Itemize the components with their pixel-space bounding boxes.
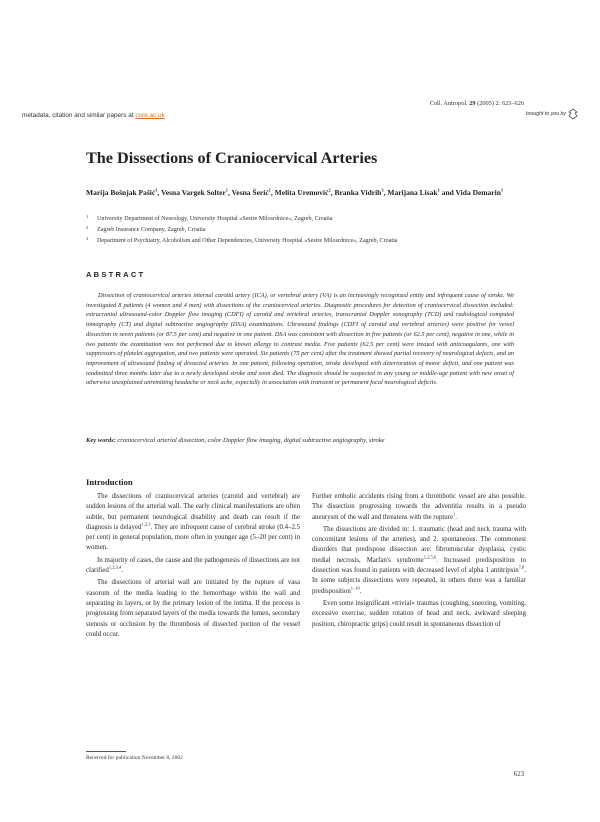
core-logo-icon [568,108,578,120]
body-column-right [312,492,526,632]
brought-by-text: brought to you by [525,111,566,117]
paragraph: The dissections of craniocervical arteries (carotid and vertebral) are sudden lesions of the arterial wall. The early clinical manifestations are often subtle, but permanent neurological disability and death can result if the diagnosis is delayed$^{1,2,3}$. They are infrequent cause of cerebral stroke (0.4–2.5 per cent) in general population, more often in younger age (5–20 per cent) in women. [86,493,301,552]
body-column-left [86,492,300,642]
author-list: Marija Bošnjak Pašić$^1$, Vesna Vargek Solter$^1$, Vesna Šerić$^1$, Melita Uremović$^2$, Branka Vidrih$^3$, Marijana Lisak$^1$ and Vida Demarin$^1$ [86,187,504,197]
citation-journal: Coll. Antropol. [429,100,468,107]
core-metadata-bar [22,112,165,119]
author: Marija Bošnjak Pašić$^1$ [86,187,158,197]
paragraph: In majority of cases, the cause and the pathogenesis of dissections are not clarified$^{1,2,3,4}$. [86,556,300,575]
paper-title: The Dissections of Craniocervical Arteries [86,149,378,167]
affiliation-1: 1 University Department of Neurology, University Hospital »Sestre Milosrdnice«, Zagreb, Croatia [86,214,333,222]
journal-citation [430,100,524,107]
paragraph: The dissections of arterial wall are initiated by the rupture of vasa vasorum of the media leading to the hemorrhage within the wall and separating its layers, or by the primary lesion of the intima. If the process is progressing from separated layers of the media towards the lumen, secondary stenosis or occlusion by the thrombosis of dissected portion of the vessel could occur. [86,579,300,638]
author: Melita Uremović$^2$ [274,187,331,197]
section-heading-introduction: Introduction [86,477,133,487]
core-prefix: metadata, citation and similar papers at [22,112,136,119]
brought-by-badge[interactable] [526,108,578,120]
footnote-divider [86,751,126,752]
core-link[interactable]: core.ac.uk [135,112,165,119]
paragraph: Even some insignificant »trivial« traumas (coughing, sneezing, vomiting, excessive exercise, sudden rotation of head and neck, awkward sleeping position, chiropractic grips) could result in spontaneous dissection of [312,599,526,628]
author: Vesna Šerić$^1$ [231,187,271,197]
keywords-label: Key words: [86,437,116,444]
page-number: 623 [513,771,524,778]
author: Branka Vidrih$^3$ [334,187,384,197]
author: Vesna Vargek Solter$^1$ [161,187,229,197]
citation-pages: (2005) 2: 623–626 [477,100,524,107]
keywords [86,436,526,445]
received-date: Received for publication November 8, 2002 [86,755,183,761]
author: Vida Demarin$^1$ [455,187,504,197]
paragraph: The dissections are divided in: 1. traumatic (head and neck trauma with concomitant lesions of the arteries), and 2. spontaneous. The commonest disorders that predispose dissection are: fibromuscular dysplasia, cystic medial necrosis, Marfan's syndrome$^{1,2,5,6}$. Increased predisposition to dissection was found in patients with decreased level of alpha 1 antitripsin$^{7,8}$. In some subjects dissections were repeated, in others there was a familiar predisposition$^{1-10}$. [312,525,526,595]
citation-volume: 29 [469,100,476,107]
abstract-heading: ABSTRACT [86,270,146,279]
paragraph: Further embolic accidents rising from a thrombotic vessel are also possible. The dissection progressing towards the adventitia results in a pseudo aneurysm of the wall and threatens with the rupture$^1$. [312,493,526,521]
affiliation-3: 3 Department of Psychiatry, Alcoholism and Other Dependencies, University Hospital »Sestre Milosrdnice«, Zagreb, Croatia [86,236,398,244]
abstract-body: Dissection of craniocervical arteries internal carotid artery (ICA), or vertebral artery (VA) is an increasingly recognized entity and infrequent cause of stroke. We investigated 8 patients (4 women and 4 men) with dissections of the craniocervical arteries. Diagnostic procedures for detection of craniocervical dissection included: extracranial ultrasound-color Doppler flow imaging (CDFI) of carotid and vertebral arteries, transcranial Doppler sonography (TCD) and radiological computed tomography (CT) and digital subtractive angiography (DSA) examinations. Ultrasound findings (CDFI of carotid and vertebral arteries) were positive for vessel dissection in seven patients (or 87.5 per cent) and negative in one patient. DSA was consistent with dissection in five patients (or 62.5 per cent), negative in one, while in two patients the examination was not performed due to known allergy to contrast media. Five patients (62.5 per cent) were treated with anticoagulants, one with suppressors of platelet aggregation, and two patients were operated. Six patients (75 per cent) after the treatment showed partial recovery of neurological defects, and an improvement of ultrasound finding of dissected arteries. In one patient, following operation, stroke developed with deterioration of motor deficit, and one patient was readmitted three months later due to a newly developed stroke and soon died. The diagnosis should be suspected in any young or middle-age patient with new onset of otherwise unexplained unremitting headache or neck ache, especially in association with transient or permanent focal neurological deficits. [86,292,514,387]
affiliation-2: 2 Zagreb Insurance Company, Zagreb, Croatia [86,225,206,233]
author: Marijana Lisak$^1$ [387,187,440,197]
keywords-text: craniocervical arterial dissection, color Doppler flow imaging, digital subtractive angiography, stroke [115,437,385,444]
